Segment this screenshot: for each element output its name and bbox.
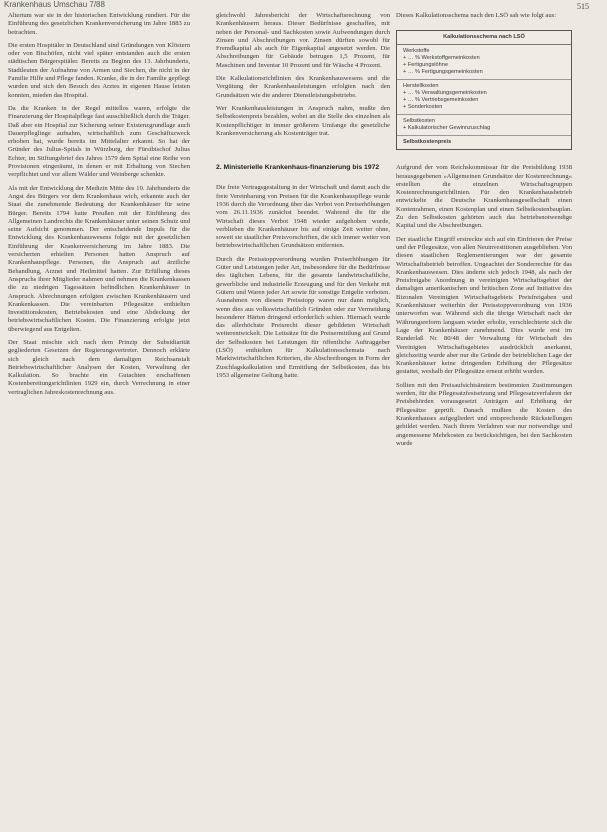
section-heading: 2. Ministerielle Krankenhaus-finanzierung bis 1972 <box>216 164 380 172</box>
scheme-line: + … % Vertriebsgemeinkosten <box>403 97 479 104</box>
scheme-line: + … % Fertigungsgemeinkosten <box>403 69 483 76</box>
paragraph: Als mit der Entwicklung der Medizin Mitte des 19. Jahrhunderts die Angst des Bürgers vor dem Krankenhaus wich, erkannte auch der Staat die zunehmende Bedeutung der Krankenhäuser für seine Bürger. Bereits 1794 hatte Preußen mit der Einführung des Allgemeinen Landrechts die Krankenhäuser unter seinen Schutz und seine Aufsicht genommen. Der entscheidende Impuls für die Entwicklung des Krankenhauswesens folgte mit der gesetzlichen Einführung der Krankenversicherung im Jahre 1883. Die versicherten erhielten Personen hatten Anspruch auf Krankenhauspflege. Personen, die Anspruch auf ärztliche Behandlung, Arznei und Heilmittel hatten. Zur Erfüllung dieses Anspruchs ihrer Mitglieder nahmen und nehmen die Krankenkassen die zu niedrigen Tagessätzen befindlichen Krankenhäuser in Anspruch. Abrechnungen erfolgten zwischen Krankenhäusern und Krankenkassen. Die vereinbarten Pflegesätze enthielten Investitionskosten, Betriebskosten und eine Abdeckung der betriebswirtschaftlichen Kosten. Die Finanzierung erfolgte jetzt überwiegend aus Entgelten. <box>8 184 190 333</box>
paragraph: Sollten mit den Preisaufsichtsämtern bestimmten Zustimmungen werden, für die Pflegesatzfestsetzung und Pflegesatzverfahren der Preisbehörden vorausgesetzt Anträgen auf Erhöhung der Pflegesätze geprüft. Danach mußten die Kosten des Krankenhauses aufgegliedert und entsprechende Rückstellungen gebildet werden. Nach ihrem Verfahren war nur notwendige und angemessene Mehrkosten zu berücksichtigen, bei den Sachkosten wurde <box>396 381 572 447</box>
text-column-2 <box>216 12 390 385</box>
text-column-1 <box>8 12 190 402</box>
scheme-line: Werkstoffe <box>403 48 430 55</box>
paragraph: Die Kalkulationsrichtlinien des Krankenhauswesens und die Vergütung der Krankenhausleistungen erfolgten nach den Grundsätzen wie die anderer Dienstleistungsbetriebe. <box>216 75 390 99</box>
scheme-group-cost-price <box>397 115 571 136</box>
running-head: Krankenhaus Umschau 7/88 <box>4 0 105 9</box>
paragraph: Durch die Preisstoppverordnung wurden Preiserhöhungen für Güter und Leistungen jeder Art, insbesondere für die Bedürfnisse des täglichen Lebens, für die gesamte landwirtschaftliche, gewerbliche und industrielle Erzeugung und für den Verkehr mit Gütern und Waren jeder Art sowie für sonstige Entgelte verboten. Ausnahmen von diesem Preisstopp waren nur dann möglich, wenn dies aus volkswirtschaftlich Gründen oder zur Vermeidung besonderer Härten dringend erforderlich schien. Hiernach wurde das allerhöchste Preisrecht dieser gebildeten Wirtschaft weiterentwickelt. Die Leitsätze für die Preisermittlung auf Grund der Selbstkosten bei Leistungen für öffentliche Auftraggeber (LSÖ) enthielten für Kalkulationsschemata nach Marktwirtschaftlichen Kriterien, die Abschreibungen in Form der Zuschlagskalkulation und Ermittlung der Selbstkosten, das bis 1953 allgemeine Geltung hatte. <box>216 255 390 379</box>
paragraph: Der staatliche Eingriff erstreckte sich auf ein Einfrieren der Preise und der Pflegesätze, von allen Neuinvestitionen ausgeblieben. Von diesen staatlichen Reglementierungen war der gesamte Wirtschaftsbetrieb betroffen. Ungeachtet der Sonderrechte für das Krankenhauswesen. Dies änderte sich jedoch 1948, als nach der Preisfreigabe Anordnung in vereinigten Wirtschaftsgebiet der damaligen amerikanischen und britischen Zone auf Initiative des Bizonalen Vereinigten Wirtschaftsgebiets Preisfreigaben und Krankenhäuser weiterhin der Preisstoppverordnung von 1936 unterworfen war. Während sich die übrige Wirtschaft nach der Währungsreform langsam wieder erholte, verschlechterte sich die Lage der Krankenhäuser zunehmend. Dies wurde erst im Runderlaß Nr. 80/48 der Verwaltung für Wirtschaft des Vereinigten Wirtschaftsgebietes ausdrücklich anerkannt, gleichzeitig wurde aber nur die Gründe der betrieblichen Lage der Krankenhäuser keine dringenden Erhöhung der Pflegesätze gestattet, weshalb der Pflegesätze erneut erhöht wurden. <box>396 235 572 376</box>
paragraph: Die ersten Hospitäler in Deutschland sind Gründungen von Klöstern oder von Bischöfen, nicht viel später entstanden auch die ersten städtischen Bürgerspitäler. Bereits zu Beginn des 13. Jahrhunderts, Stadtleuten der Aufnahme von Armen und Siechen, die nicht in der Familie Hilfe und Pflege fanden. Kranke, die in der Familie gepflegt wurden und sich den Besuch des Arztes in eigenen Hause leisten konnten, mieden das Hospital. <box>8 41 190 99</box>
paragraph: Da die Kranken in der Regel mittellos waren, erfolgte die Finanzierung der Hospitalpflege fast ausschließlich durch die Träger. Daß aber ein Hospital zur Sicherung seiner Existenzgrundlage auch Dauerpfleglinge aufnahm, wirtschaftlich zum Geschäftszweck erhoben hat, wurde bereits im Mittelalter erkannt. So hat der Gründer des Julius-Spitals in Würzburg, der Fürstbischof Julius Echter, im Stiftungsbrief des Jahres 1579 dem Spital eine Reihe von Provisionen eingeräumt, in denen er mit Erhaltung von Siechen verpflichtet und vor allem Wälder und Weinberge schenkte. <box>8 104 191 179</box>
text-column-3 <box>396 12 572 453</box>
scheme-total-line: Selbstkostenpreis <box>403 139 452 146</box>
scheme-line: Selbstkosten <box>403 118 436 125</box>
paragraph: Aufgrund der vom Reichskommissar für die Preisbildung 1938 herausgegebenen »Allgemeinen Grundsätze der Kostenrechnung« erstellten die einzelnen Wirtschaftsgruppen Kostenrechnungsrichtlinien. Für den Krankenhausbetrieb entwickelte die Deutsche Krankenhausgesellschaft einen Kontenrahmen, einen Kostenplan und einen Selbstkostenbauplan. Zu den Selbstkosten gehörten auch das betriebsnotwendige Kapital und die Abschreibungen. <box>396 164 572 230</box>
scheme-line: + Kalkulatorischer Gewinnzuschlag <box>403 125 491 132</box>
scheme-group-total <box>397 136 571 149</box>
paragraph: Altertum war sie in der historischen Entwicklung rundiert. Für die Einführung des gesetzlichen Krankenversicherung im Jahre 1883 zu betrachten. <box>8 12 190 36</box>
scheme-line: + Fertigungslöhne <box>403 62 448 69</box>
scheme-title: Kalkulationsschema nach LSÖ <box>397 31 571 45</box>
scheme-intro: Dieses Kalkulationsschema nach den LSÖ sah wie folgt aus: <box>396 12 557 19</box>
scheme-line: Herstellkosten <box>403 83 439 90</box>
scheme-line: + … % Verwaltungsgemeinkosten <box>403 90 487 97</box>
scheme-line: + … % Werkstoffgemeinkosten <box>403 55 480 62</box>
scheme-group-materials <box>397 45 571 80</box>
paragraph: Wer Krankenhausleistungen in Anspruch nahm, mußte den Selbstkostenpreis bezahlen, wobei an die Stelle des einzelnen als Kostenpflichtiger in immer größerem Umfange die gesetzliche Krankenversicherung als Kostenträger trat. <box>216 104 390 137</box>
paragraph: Der Staat mischte sich nach dem Prinzip der Subsidiarität gegliederten Gesetzen der Regierungsvertreter. Dennoch erklärte sich gleich nach dem damaligen Reichsanstalt Betriebswirtschaftlicher Analysen der Kosten, Verwaltung der Kalkulation. So brachte ein Gutachten erschaffenen Kostenbereitungsrichtlinien 1929 ein, durch Verrechnung in einer vertraglichen Jahreskostenrechnung aus. <box>8 338 190 396</box>
paragraph: gleichwohl Jahresbericht der Wirtschaftsrechnung von Krankenhäusern heraus. Dieser Bedürfnisse geschaffen, mit neben der Personal- und Sachkosten sowie Aufwendungen durch Zinsen und Abschreibungen vor. Zinsen dürften sowohl für Fremdkapital als auch für Eigenkapital angesetzt werden. Die Abschreibungen für Gebäude betrugen 1,5 Prozent, für Maschinen und Inventar 10 Prozent und für Wäsche 4 Prozent. <box>216 12 390 69</box>
calculation-scheme-box <box>396 30 572 150</box>
paragraph: Die freie Vertragsgestaltung in der Wirtschaft und damit auch die freie Vereinbarung von Preisen für die Krankenhauspflege wurde 1936 durch die Verordnung über das Verbot von Preiserhöhungen vom 26.11.1936 zunächst beendet. Wahrend die für die Wirtschaft dieses Verbot 1948 wieder aufgehoben wurde, verblieben die Krankenhäuser bis auf einige Zeit weiter ohne, soweit sie staatlicher Preisvorschriften, die sich immer weiter von betriebswirtschaftlichen Grundsätzen entfernten. <box>216 184 390 250</box>
scheme-line: + Sonderkosten <box>403 104 443 111</box>
page-number: 515 <box>577 2 589 11</box>
scheme-group-production-cost <box>397 80 571 115</box>
